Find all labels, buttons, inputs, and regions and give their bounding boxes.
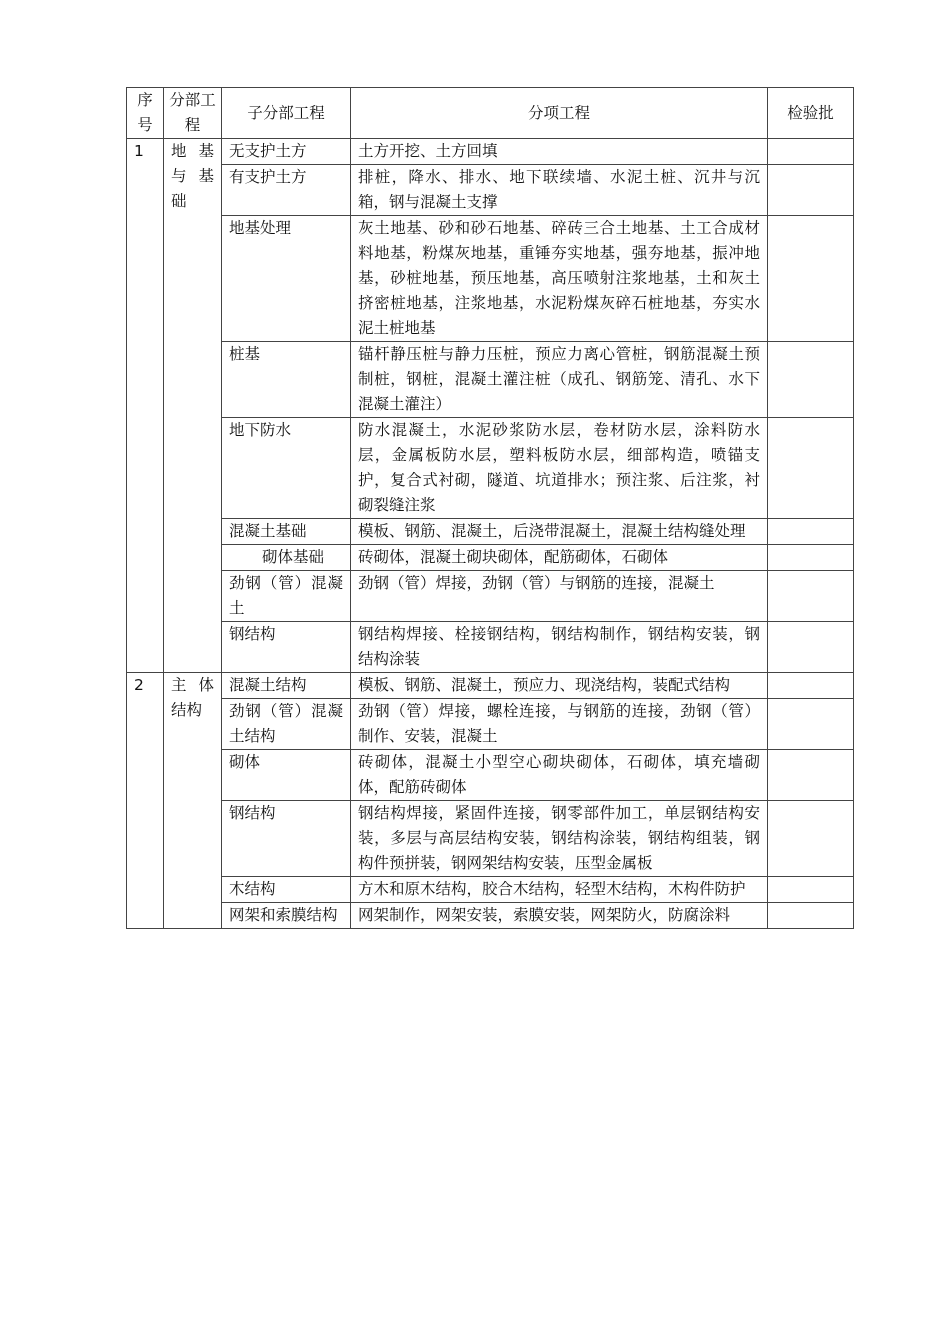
table-row xyxy=(127,165,854,216)
subdivision-cell: 砌体基础 xyxy=(222,545,351,571)
division-name: 主体结构 xyxy=(164,673,222,929)
lots-cell xyxy=(768,801,854,877)
lots-cell xyxy=(768,342,854,418)
subdivision-cell: 地基处理 xyxy=(222,216,351,342)
items-cell: 灰土地基、砂和砂石地基、碎砖三合土地基、土工合成材料地基，粉煤灰地基，重锤夯实地基，强夯地基，振冲地基，砂桩地基，预压地基，高压喷射注浆地基，土和灰土挤密桩地基，注浆地基，水泥粉煤灰碎石桩地基，夯实水泥土桩地基 xyxy=(351,216,768,342)
subdivision-cell: 无支护土方 xyxy=(222,139,351,165)
subdivision-cell: 有支护土方 xyxy=(222,165,351,216)
subdivision-cell: 混凝土基础 xyxy=(222,519,351,545)
subdivision-cell: 木结构 xyxy=(222,877,351,903)
subdivision-cell: 网架和索膜结构 xyxy=(222,903,351,929)
lots-cell xyxy=(768,571,854,622)
table-row xyxy=(127,750,854,801)
table-row xyxy=(127,342,854,418)
table-row xyxy=(127,545,854,571)
subdivision-cell: 混凝土结构 xyxy=(222,673,351,699)
lots-cell xyxy=(768,139,854,165)
group-number: 1 xyxy=(127,139,164,673)
header-no: 序号 xyxy=(127,88,164,139)
items-cell: 网架制作，网架安装，索膜安装，网架防火，防腐涂料 xyxy=(351,903,768,929)
items-cell: 土方开挖、土方回填 xyxy=(351,139,768,165)
table-row xyxy=(127,139,854,165)
items-cell: 钢结构焊接、栓接钢结构，钢结构制作，钢结构安装，钢结构涂装 xyxy=(351,622,768,673)
header-subdivision: 子分部工程 xyxy=(222,88,351,139)
header-lots: 检验批 xyxy=(768,88,854,139)
table-row xyxy=(127,216,854,342)
items-cell: 劲钢（管）焊接，劲钢（管）与钢筋的连接，混凝土 xyxy=(351,571,768,622)
lots-cell xyxy=(768,418,854,519)
lots-cell xyxy=(768,877,854,903)
items-cell: 劲钢（管）焊接，螺栓连接，与钢筋的连接，劲钢（管）制作、安装，混凝土 xyxy=(351,699,768,750)
items-cell: 排桩，降水、排水、地下联续墙、水泥土桩、沉井与沉箱，钢与混凝土支撑 xyxy=(351,165,768,216)
table-row xyxy=(127,418,854,519)
lots-cell xyxy=(768,165,854,216)
items-cell: 锚杆静压桩与静力压桩，预应力离心管桩，钢筋混凝土预制桩，钢桩，混凝土灌注桩（成孔、钢筋笼、清孔、水下混凝土灌注） xyxy=(351,342,768,418)
items-cell: 防水混凝土，水泥砂浆防水层，卷材防水层，涂料防水层，金属板防水层，塑料板防水层，细部构造，喷锚支护，复合式衬砌，隧道、坑道排水；预注浆、后注浆，衬砌裂缝注浆 xyxy=(351,418,768,519)
group-number: 2 xyxy=(127,673,164,929)
division-name: 地基与基础 xyxy=(164,139,222,673)
lots-cell xyxy=(768,519,854,545)
subdivision-cell: 地下防水 xyxy=(222,418,351,519)
subdivision-cell: 钢结构 xyxy=(222,801,351,877)
subdivision-cell: 劲钢（管）混凝土 xyxy=(222,571,351,622)
items-cell: 砖砌体，混凝土小型空心砌块砌体，石砌体，填充墙砌体，配筋砖砌体 xyxy=(351,750,768,801)
table-row xyxy=(127,699,854,750)
items-cell: 模板、钢筋、混凝土，后浇带混凝土，混凝土结构缝处理 xyxy=(351,519,768,545)
lots-cell xyxy=(768,622,854,673)
lots-cell xyxy=(768,545,854,571)
subdivision-cell: 桩基 xyxy=(222,342,351,418)
table-row xyxy=(127,673,854,699)
items-cell: 模板、钢筋、混凝土，预应力、现浇结构，装配式结构 xyxy=(351,673,768,699)
subdivision-cell: 钢结构 xyxy=(222,622,351,673)
lots-cell xyxy=(768,903,854,929)
subdivision-cell: 劲钢（管）混凝土结构 xyxy=(222,699,351,750)
items-cell: 方木和原木结构，胶合木结构，轻型木结构，木构件防护 xyxy=(351,877,768,903)
header-items: 分项工程 xyxy=(351,88,768,139)
items-cell: 钢结构焊接，紧固件连接，钢零部件加工，单层钢结构安装，多层与高层结构安装，钢结构涂装，钢结构组装，钢构件预拼装，钢网架结构安装，压型金属板 xyxy=(351,801,768,877)
table-row xyxy=(127,622,854,673)
table-row xyxy=(127,519,854,545)
lots-cell xyxy=(768,673,854,699)
table-row xyxy=(127,571,854,622)
table-row xyxy=(127,903,854,929)
engineering-division-table xyxy=(126,87,854,929)
items-cell: 砖砌体，混凝土砌块砌体，配筋砌体，石砌体 xyxy=(351,545,768,571)
header-division: 分部工程 xyxy=(164,88,222,139)
lots-cell xyxy=(768,699,854,750)
table-row xyxy=(127,877,854,903)
subdivision-cell: 砌体 xyxy=(222,750,351,801)
lots-cell xyxy=(768,216,854,342)
lots-cell xyxy=(768,750,854,801)
table-header-row xyxy=(127,88,854,139)
table-row xyxy=(127,801,854,877)
